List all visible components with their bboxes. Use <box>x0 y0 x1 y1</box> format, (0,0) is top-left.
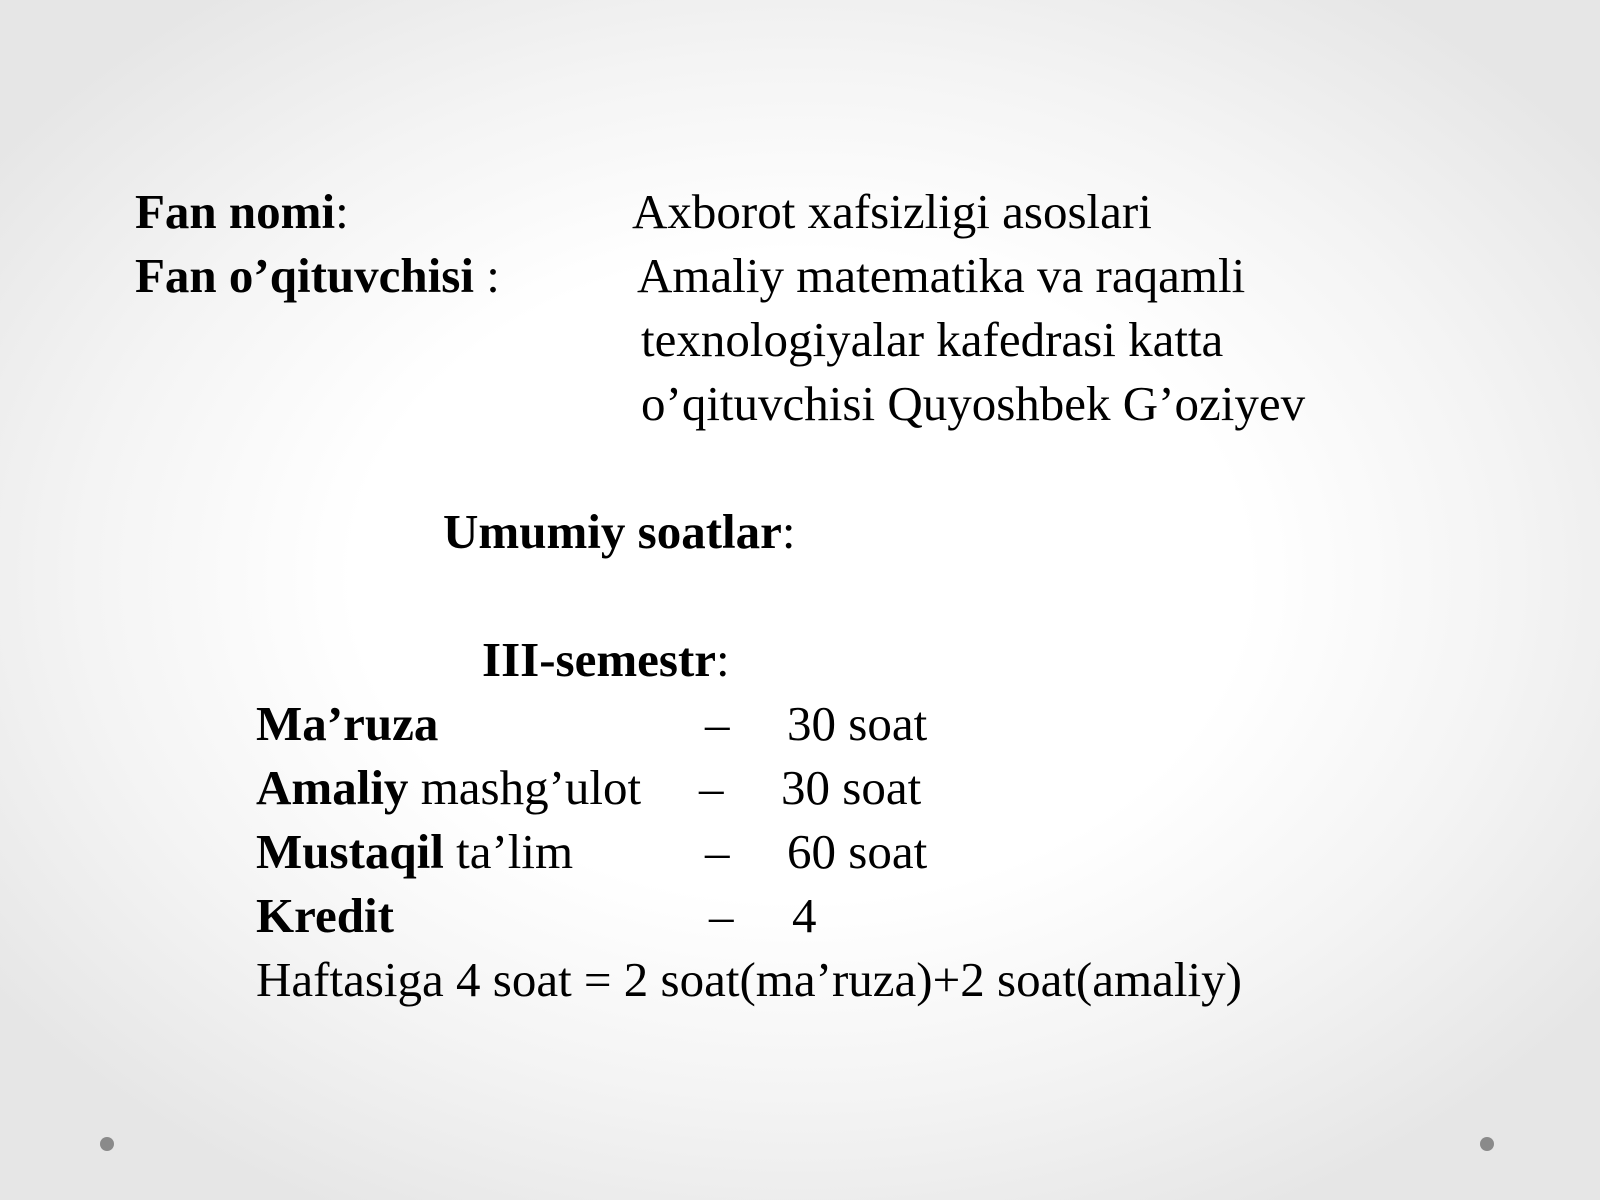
hours-row-value: 30 soat <box>787 696 928 751</box>
hours-title <box>443 500 796 564</box>
hours-row-dash: – <box>699 760 724 815</box>
hours-row-label <box>256 820 573 884</box>
hours-title-colon: : <box>781 504 796 559</box>
slide-dot-left <box>100 1137 114 1151</box>
slide-dot-right <box>1480 1137 1494 1151</box>
teacher-line-2: texnologiyalar kafedrasi katta <box>641 312 1224 367</box>
row-label-rest: mashg’ulot <box>408 760 642 815</box>
hours-row-value: 30 soat <box>781 760 922 815</box>
fan-nomi-label-line <box>135 180 349 244</box>
hours-row-dash: – <box>709 888 734 943</box>
teacher-colon: : <box>473 248 500 303</box>
row-label-bold: Mustaqil <box>256 824 444 879</box>
row-label-bold: Kredit <box>256 888 394 943</box>
hours-row-value: 60 soat <box>787 824 928 879</box>
fan-nomi-label: Fan nomi <box>135 184 336 239</box>
semester-colon: : <box>716 632 730 687</box>
semester-heading <box>482 628 730 692</box>
fan-nomi-colon: : <box>335 184 349 239</box>
hours-row-value: 4 <box>792 888 817 943</box>
teacher-label: Fan o’qituvchisi <box>135 248 474 303</box>
hours-row-dash: – <box>705 696 730 751</box>
hours-row-dash: – <box>705 824 730 879</box>
teacher-line-3: o’qituvchisi Quyoshbek G’oziyev <box>641 376 1306 431</box>
hours-row-label <box>256 756 641 820</box>
teacher-label-line <box>135 244 500 308</box>
weekly-hours-line: Haftasiga 4 soat = 2 soat(ma’ruza)+2 soat(amaliy) <box>256 952 1242 1007</box>
teacher-line-1: Amaliy matematika va raqamli <box>637 248 1246 303</box>
semester-text: III-semestr <box>482 632 717 687</box>
row-label-bold: Ma’ruza <box>256 696 439 751</box>
hours-row-label <box>256 692 438 756</box>
hours-title-text: Umumiy soatlar <box>443 504 782 559</box>
row-label-bold: Amaliy <box>256 760 409 815</box>
row-label-rest: ta’lim <box>443 824 574 879</box>
hours-row-label <box>256 884 394 948</box>
fan-nomi-value: Axborot xafsizligi asoslari <box>632 184 1152 239</box>
